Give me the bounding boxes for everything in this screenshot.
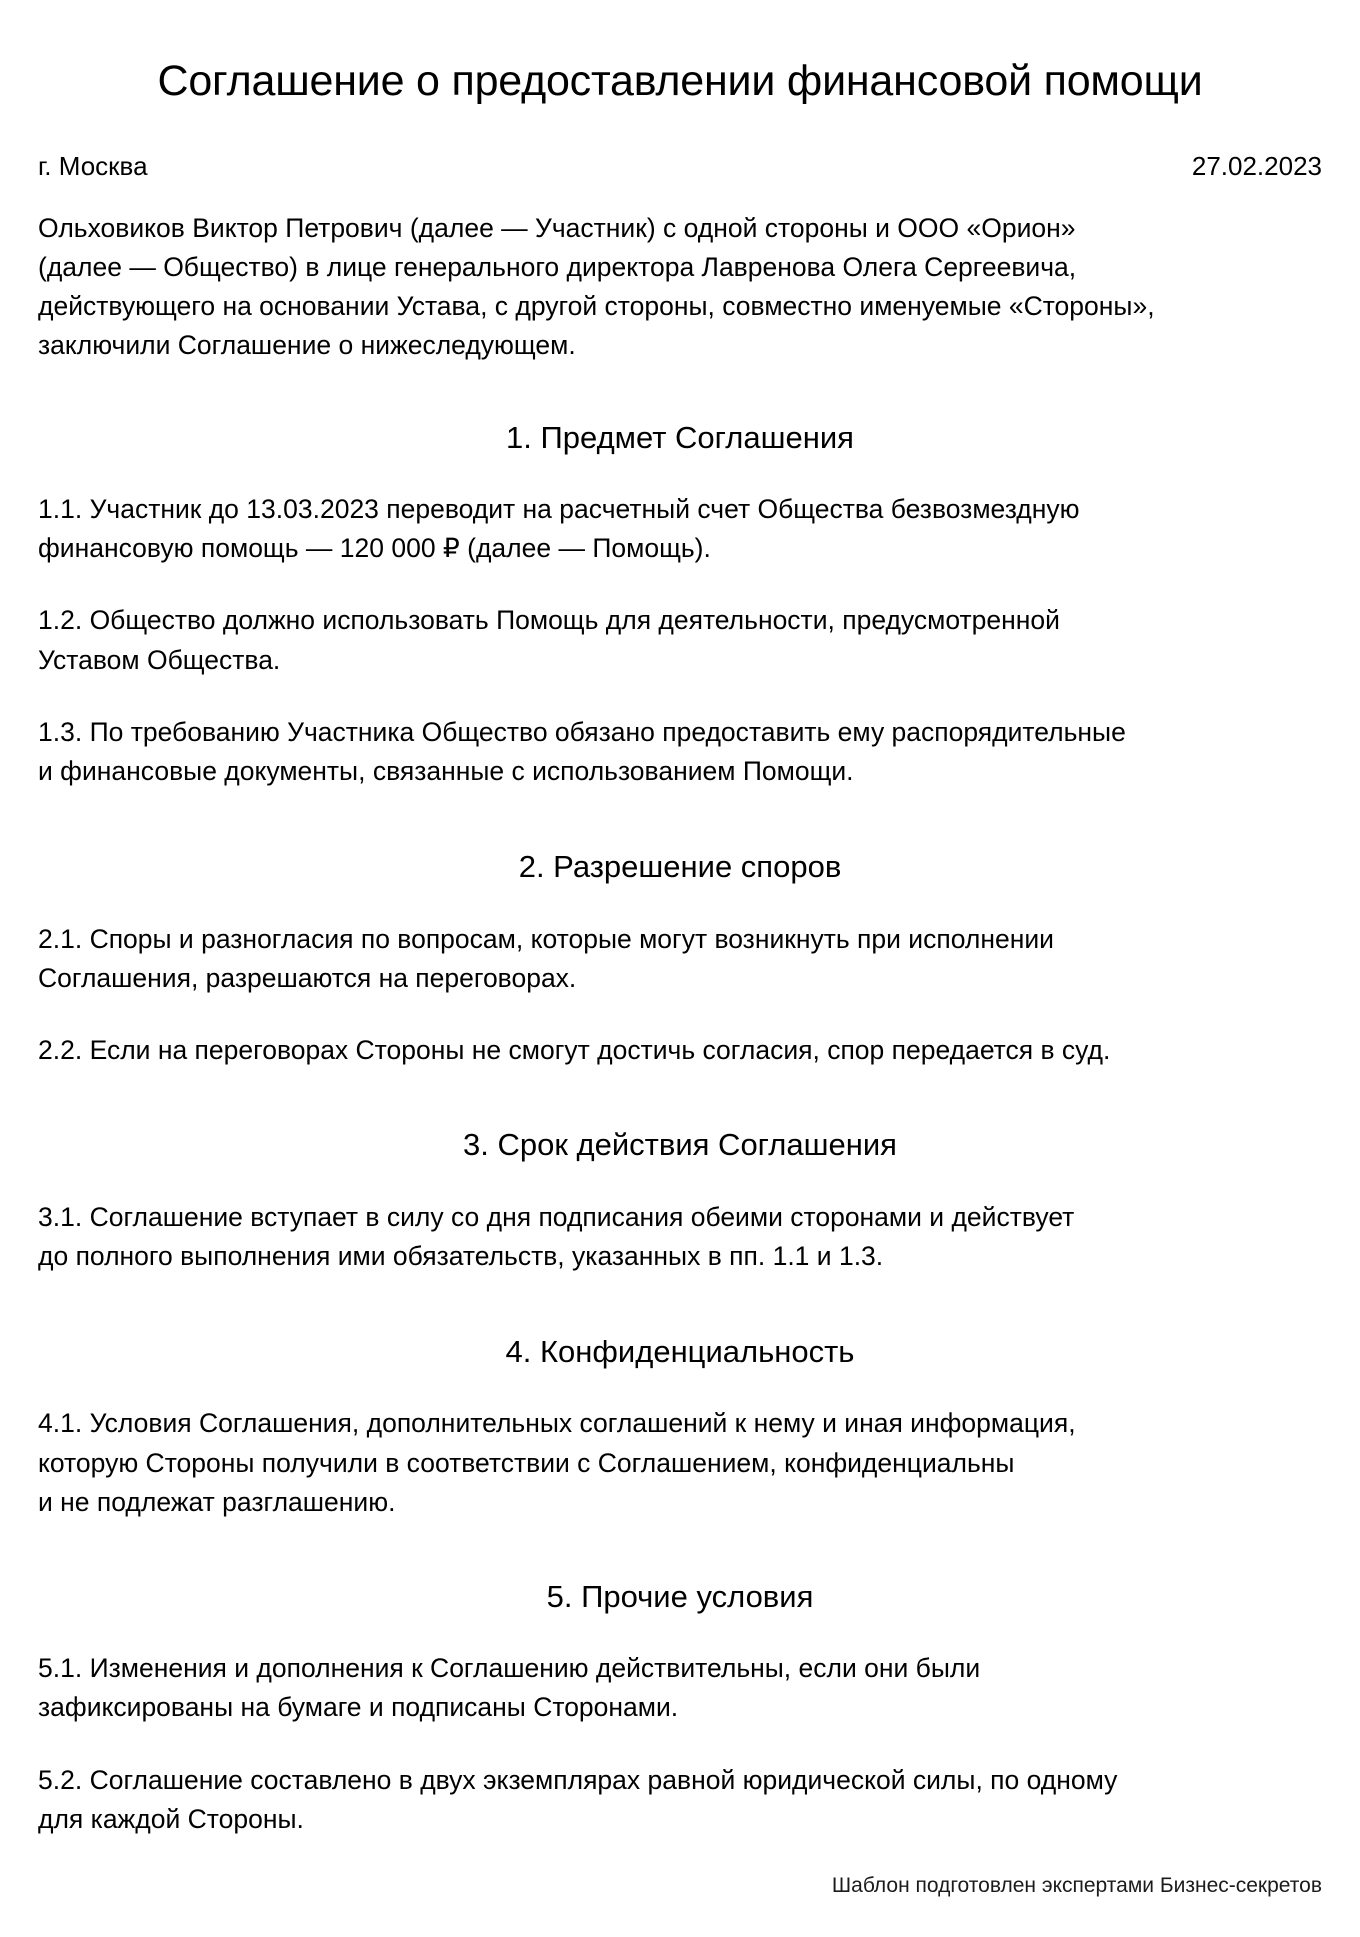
clause-line: 4.1. Условия Соглашения, дополнительных соглашений к нему и иная информация, xyxy=(38,1408,1076,1439)
section-heading-5: 5. Прочие условия xyxy=(546,1578,814,1614)
clause-line: финансовую помощь — 120 000 ₽ (далее — Помощь). xyxy=(38,533,711,564)
document-date: 27.02.2023 xyxy=(1191,150,1322,181)
section-heading-2: 2. Разрешение споров xyxy=(518,849,842,885)
clause-4-1 xyxy=(38,1404,1322,1522)
clause-line: 1.1. Участник до 13.03.2023 переводит на расчетный счет Общества безвозмездную xyxy=(38,494,1080,524)
clause-line: 1.2. Общество должно использовать Помощь для деятельности, предусмотренной xyxy=(38,605,1060,636)
clause-line: Соглашения, разрешаются на переговорах. xyxy=(38,962,577,993)
clause-1-1 xyxy=(38,490,1322,568)
clause-2-1 xyxy=(38,920,1322,998)
clause-line: 5.2. Соглашение составлено в двух экземплярах равной юридической силы, по одному xyxy=(38,1764,1118,1795)
clause-1-2 xyxy=(38,601,1322,679)
clause-line: 5.1. Изменения и дополнения к Соглашению действительны, если они были xyxy=(38,1653,981,1684)
clause-5-2 xyxy=(38,1761,1322,1839)
intro-line: действующего на основании Устава, с другой стороны, совместно именуемые «Стороны», xyxy=(38,291,1155,322)
section-heading-1: 1. Предмет Соглашения xyxy=(506,419,854,455)
intro-paragraph xyxy=(38,209,1322,366)
page-title: Соглашение о предоставлении финансовой помощи xyxy=(157,57,1203,105)
clause-line: для каждой Стороны. xyxy=(38,1803,304,1834)
clause-1-3 xyxy=(38,713,1322,791)
clause-line: и не подлежат разглашению. xyxy=(38,1486,396,1517)
document-city: г. Москва xyxy=(38,150,148,181)
clause-line: которую Стороны получили в соответствии с Соглашением, конфиденциальны xyxy=(38,1447,1015,1478)
clause-line: 2.2. Если на переговорах Стороны не смогут достичь согласия, спор передается в суд. xyxy=(38,1035,1111,1066)
footer-credit: Шаблон подготовлен экспертами Бизнес-секретов xyxy=(831,1873,1322,1897)
clause-2-2 xyxy=(38,1031,1322,1070)
clause-3-1 xyxy=(38,1198,1322,1276)
document-meta xyxy=(38,149,1322,184)
intro-line: заключили Соглашение о нижеследующем. xyxy=(38,330,576,361)
clause-line: 3.1. Соглашение вступает в силу со дня подписания обеими сторонами и действует xyxy=(38,1201,1075,1232)
clause-line: 1.3. По требованию Участника Общество обязано предоставить ему распорядительные xyxy=(38,716,1126,747)
clause-line: зафиксированы на бумаге и подписаны Сторонами. xyxy=(38,1692,679,1723)
intro-line: Ольховиков Виктор Петрович (далее — Участник) с одной стороны и ООО «Орион» xyxy=(38,212,1076,243)
intro-line: (далее — Общество) в лице генерального директора Лавренова Олега Сергеевича, xyxy=(38,252,1077,283)
clause-line: и финансовые документы, связанные с использованием Помощи. xyxy=(38,756,854,787)
clause-line: Уставом Общества. xyxy=(38,644,281,675)
clause-line: 2.1. Споры и разногласия по вопросам, которые могут возникнуть при исполнении xyxy=(38,923,1054,954)
clause-line: до полного выполнения ими обязательств, указанных в пп. 1.1 и 1.3. xyxy=(38,1240,884,1271)
clause-5-1 xyxy=(38,1649,1322,1727)
section-heading-4: 4. Конфиденциальность xyxy=(505,1334,855,1369)
section-heading-3: 3. Срок действия Соглашения xyxy=(463,1127,897,1163)
